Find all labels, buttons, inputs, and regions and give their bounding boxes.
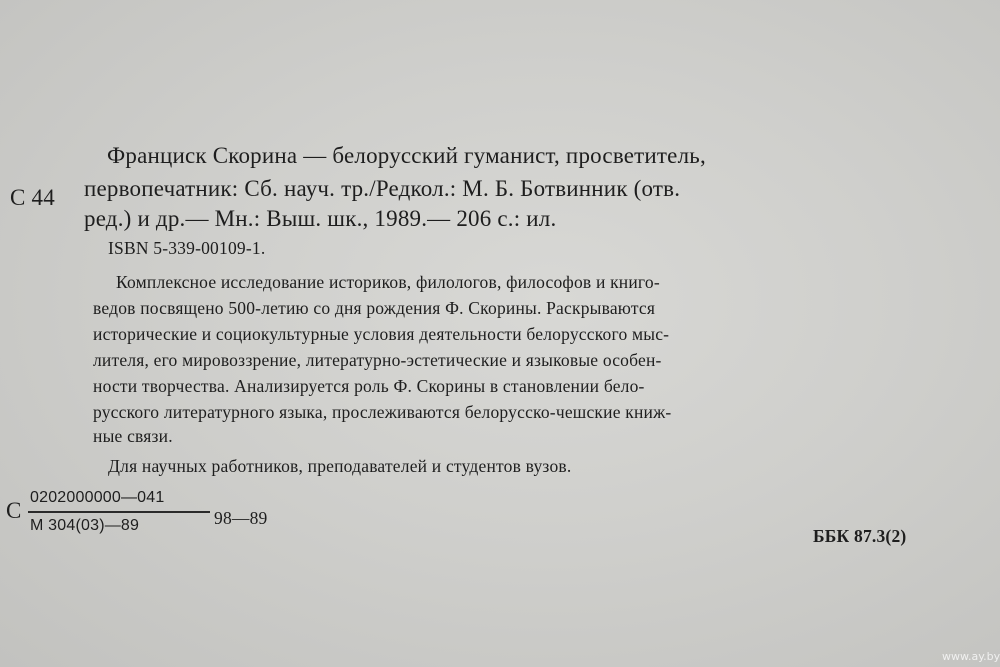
bbk-code: ББК 87.3(2) <box>813 526 907 546</box>
abstract-line: ные связи. <box>93 426 173 446</box>
abstract-line: ности творчества. Анализируется роль Ф. Скорины в становлении бело- <box>93 376 645 396</box>
watermark: www.ay.by <box>942 650 1000 663</box>
catalog-prefix: С <box>6 498 22 523</box>
abstract-line: русского литературного языка, прослеживаются белорусско-чешские книж- <box>93 402 672 422</box>
isbn: ISBN 5-339-00109-1. <box>108 238 266 258</box>
audience-note: Для научных работников, преподавателей и студентов вузов. <box>108 456 572 476</box>
abstract-line: ведов посвящено 500-летию со дня рождения Ф. Скорины. Раскрываются <box>93 298 656 318</box>
abstract-line: Комплексное исследование историков, филологов, философов и книго- <box>116 272 660 292</box>
catalog-suffix: 98—89 <box>214 508 268 528</box>
abstract-line: исторические и социокультурные условия деятельности белорусского мыс- <box>93 324 670 344</box>
title-line-3: ред.) и др.— Мн.: Выш. шк., 1989.— 206 с.: ил. <box>84 206 557 231</box>
abstract-line: лителя, его мировоззрение, литературно-эстетические и языковые особен- <box>93 350 662 370</box>
catalog-fraction-rule <box>28 511 210 513</box>
catalog-code: С 44 <box>10 185 55 210</box>
title-line-1: Франциск Скорина — белорусский гуманист, просветитель, <box>107 143 706 168</box>
title-line-2: первопечатник: Сб. науч. тр./Редкол.: М. Б. Ботвинник (отв. <box>84 176 681 201</box>
catalog-numerator: 0202000000—041 <box>30 489 165 506</box>
catalog-denominator: М 304(03)—89 <box>30 517 140 534</box>
